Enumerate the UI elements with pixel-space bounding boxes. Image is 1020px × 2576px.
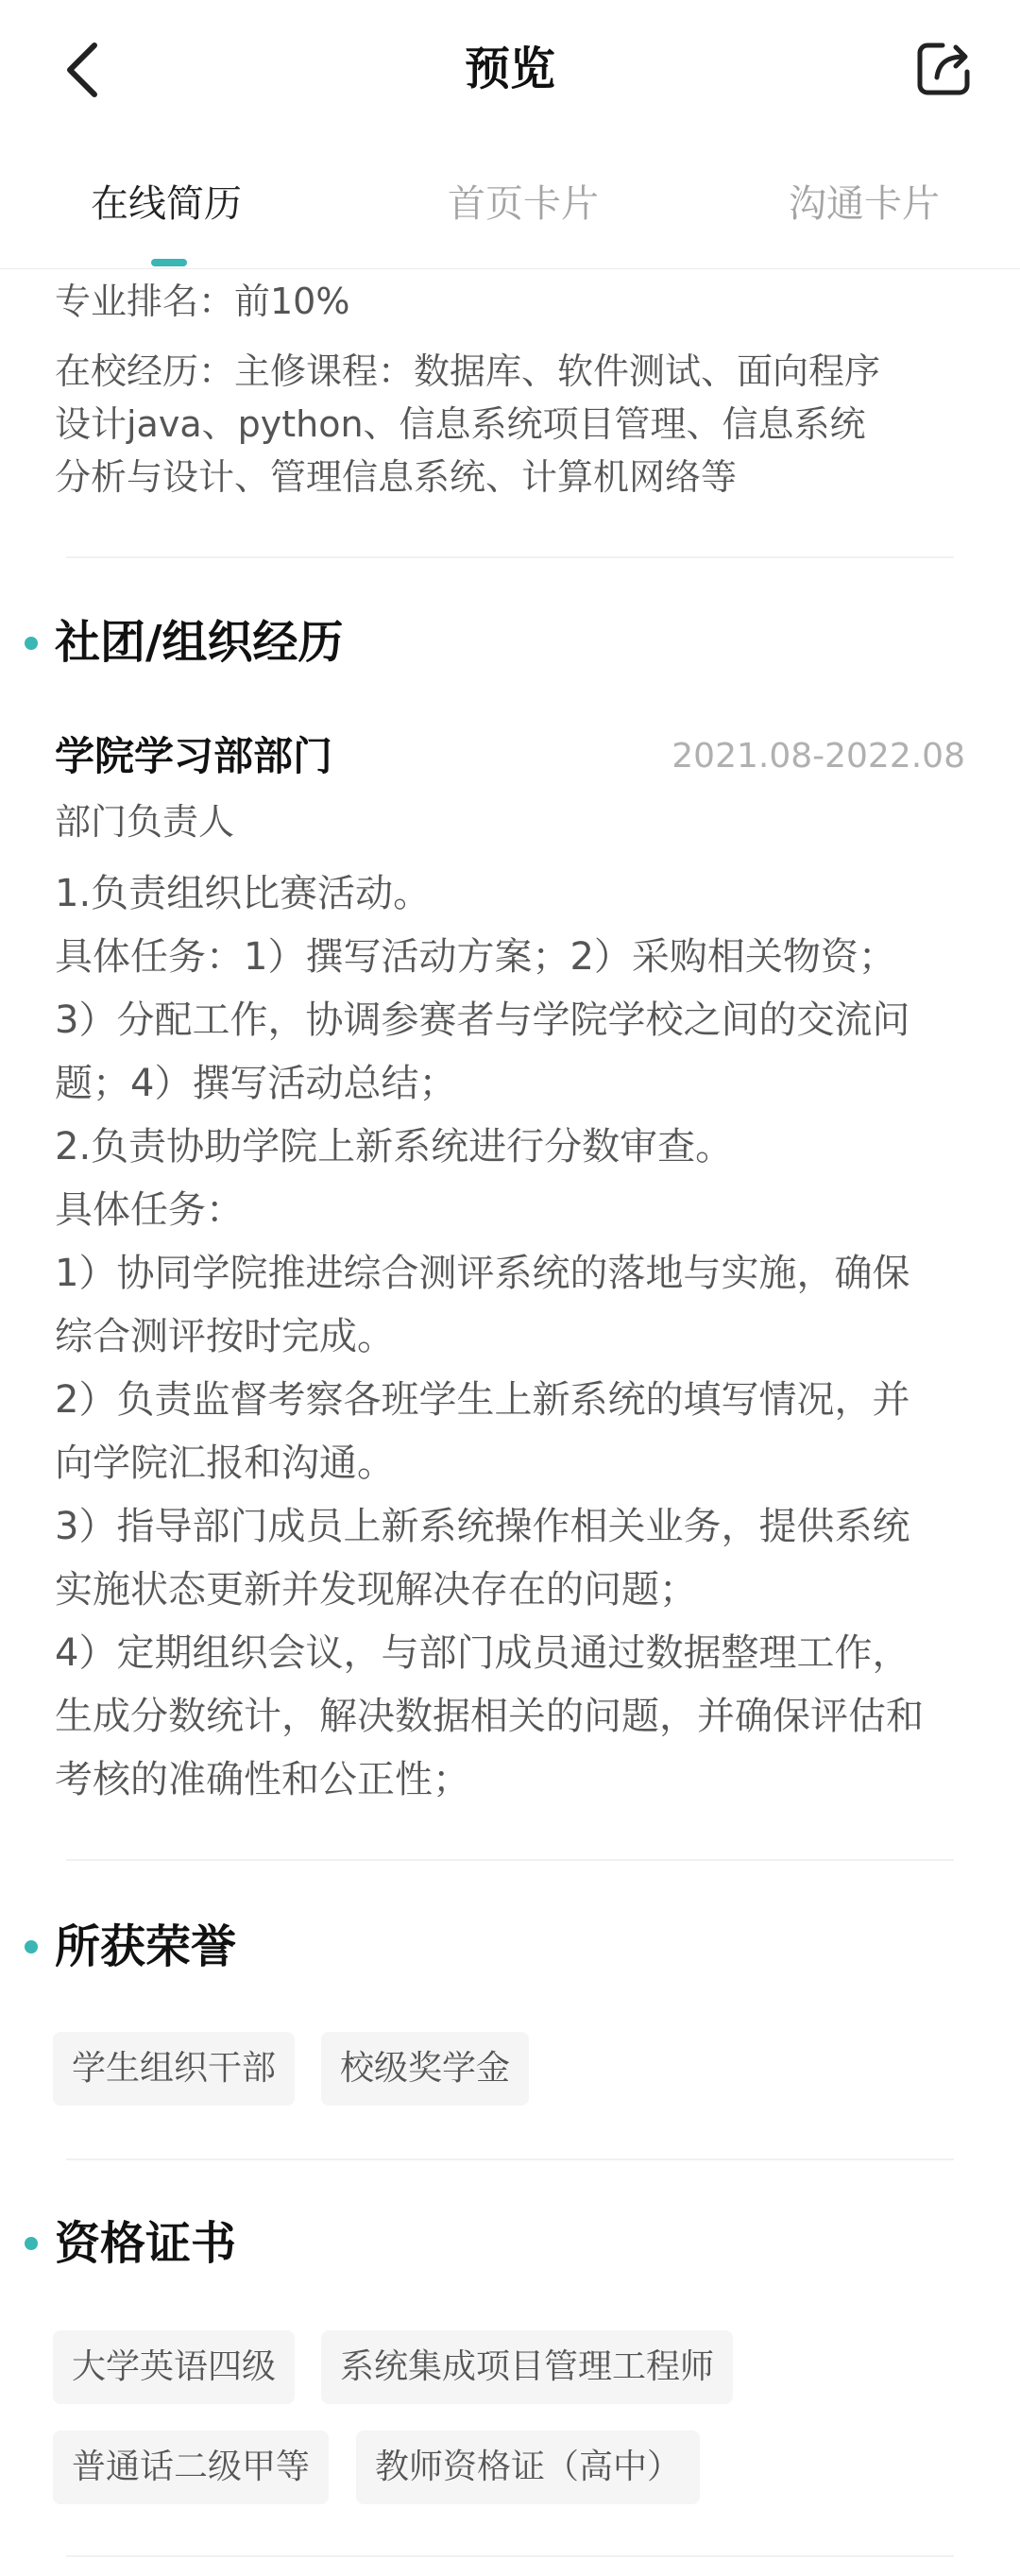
description-line: 实施状态更新并发现解决存在的问题； xyxy=(55,1568,697,1612)
description-line: 3）分配工作，协调参赛者与学院学校之间的交流问 xyxy=(55,998,910,1042)
certificate-tag: 大学英语四级 xyxy=(53,2330,295,2404)
description-line: 具体任务：1）撰写活动方案；2）采购相关物资； xyxy=(55,935,896,979)
description-line: 向学院汇报和沟通。 xyxy=(55,1442,395,1485)
description-line: 综合测评按时完成。 xyxy=(55,1315,395,1358)
description-line: 1）协同学院推进综合测评系统的落地与实施，确保 xyxy=(55,1252,910,1295)
description-line: 2.负责协助学院上新系统进行分数审查。 xyxy=(55,1125,734,1169)
section-bullet-icon xyxy=(25,2237,38,2250)
section-divider xyxy=(66,2555,954,2557)
description-line: 4）定期组织会议，与部门成员通过数据整理工作， xyxy=(55,1631,910,1675)
top-bar xyxy=(0,0,1020,142)
section-title-certificates: 资格证书 xyxy=(55,2217,237,2270)
section-divider xyxy=(66,1859,954,1861)
share-button[interactable] xyxy=(914,38,975,98)
campus-experience-line: 分析与设计、管理信息系统、计算机网络等 xyxy=(55,456,738,498)
description-line: 3）指导部门成员上新系统操作相关业务，提供系统 xyxy=(55,1505,910,1548)
certificate-tag: 教师资格证（高中） xyxy=(356,2431,700,2504)
description-line: 具体任务： xyxy=(55,1188,244,1232)
organization-date: 2021.08-2022.08 xyxy=(672,737,965,776)
organization-role: 部门负责人 xyxy=(55,801,235,843)
section-title-club: 社团/组织经历 xyxy=(55,616,344,669)
honor-tag: 校级奖学金 xyxy=(321,2032,529,2106)
section-divider xyxy=(66,2158,954,2160)
description-line: 1.负责组织比赛活动。 xyxy=(55,872,432,915)
description-line: 生成分数统计，解决数据相关的问题，并确保评估和 xyxy=(55,1695,924,1738)
description-line: 考核的准确性和公正性； xyxy=(55,1758,470,1801)
active-tab-indicator xyxy=(151,259,187,266)
page-title: 预览 xyxy=(464,43,555,95)
description-line: 题；4）撰写活动总结； xyxy=(55,1062,457,1105)
organization-name: 学院学习部部门 xyxy=(55,733,333,779)
major-ranking: 专业排名：前10% xyxy=(55,281,350,322)
organization-description xyxy=(55,862,980,1812)
certificate-tag: 普通话二级甲等 xyxy=(53,2431,329,2504)
tab-home-card[interactable]: 首页卡片 xyxy=(448,182,599,226)
honor-tag: 学生组织干部 xyxy=(53,2032,295,2106)
description-line: 2）负责监督考察各班学生上新系统的填写情况，并 xyxy=(55,1378,910,1422)
campus-experience-line: 在校经历：主修课程：数据库、软件测试、面向程序 xyxy=(55,350,881,392)
share-icon xyxy=(914,38,975,98)
certificate-tag: 系统集成项目管理工程师 xyxy=(321,2330,733,2404)
campus-experience-line: 设计java、python、信息系统项目管理、信息系统 xyxy=(55,403,866,445)
section-bullet-icon xyxy=(25,637,38,650)
section-title-honors: 所获荣誉 xyxy=(55,1920,237,1973)
tab-online-resume[interactable]: 在线简历 xyxy=(91,182,242,226)
tab-bar xyxy=(0,151,1020,269)
tab-chat-card[interactable]: 沟通卡片 xyxy=(789,182,940,226)
section-bullet-icon xyxy=(25,1940,38,1953)
section-divider xyxy=(66,556,954,558)
